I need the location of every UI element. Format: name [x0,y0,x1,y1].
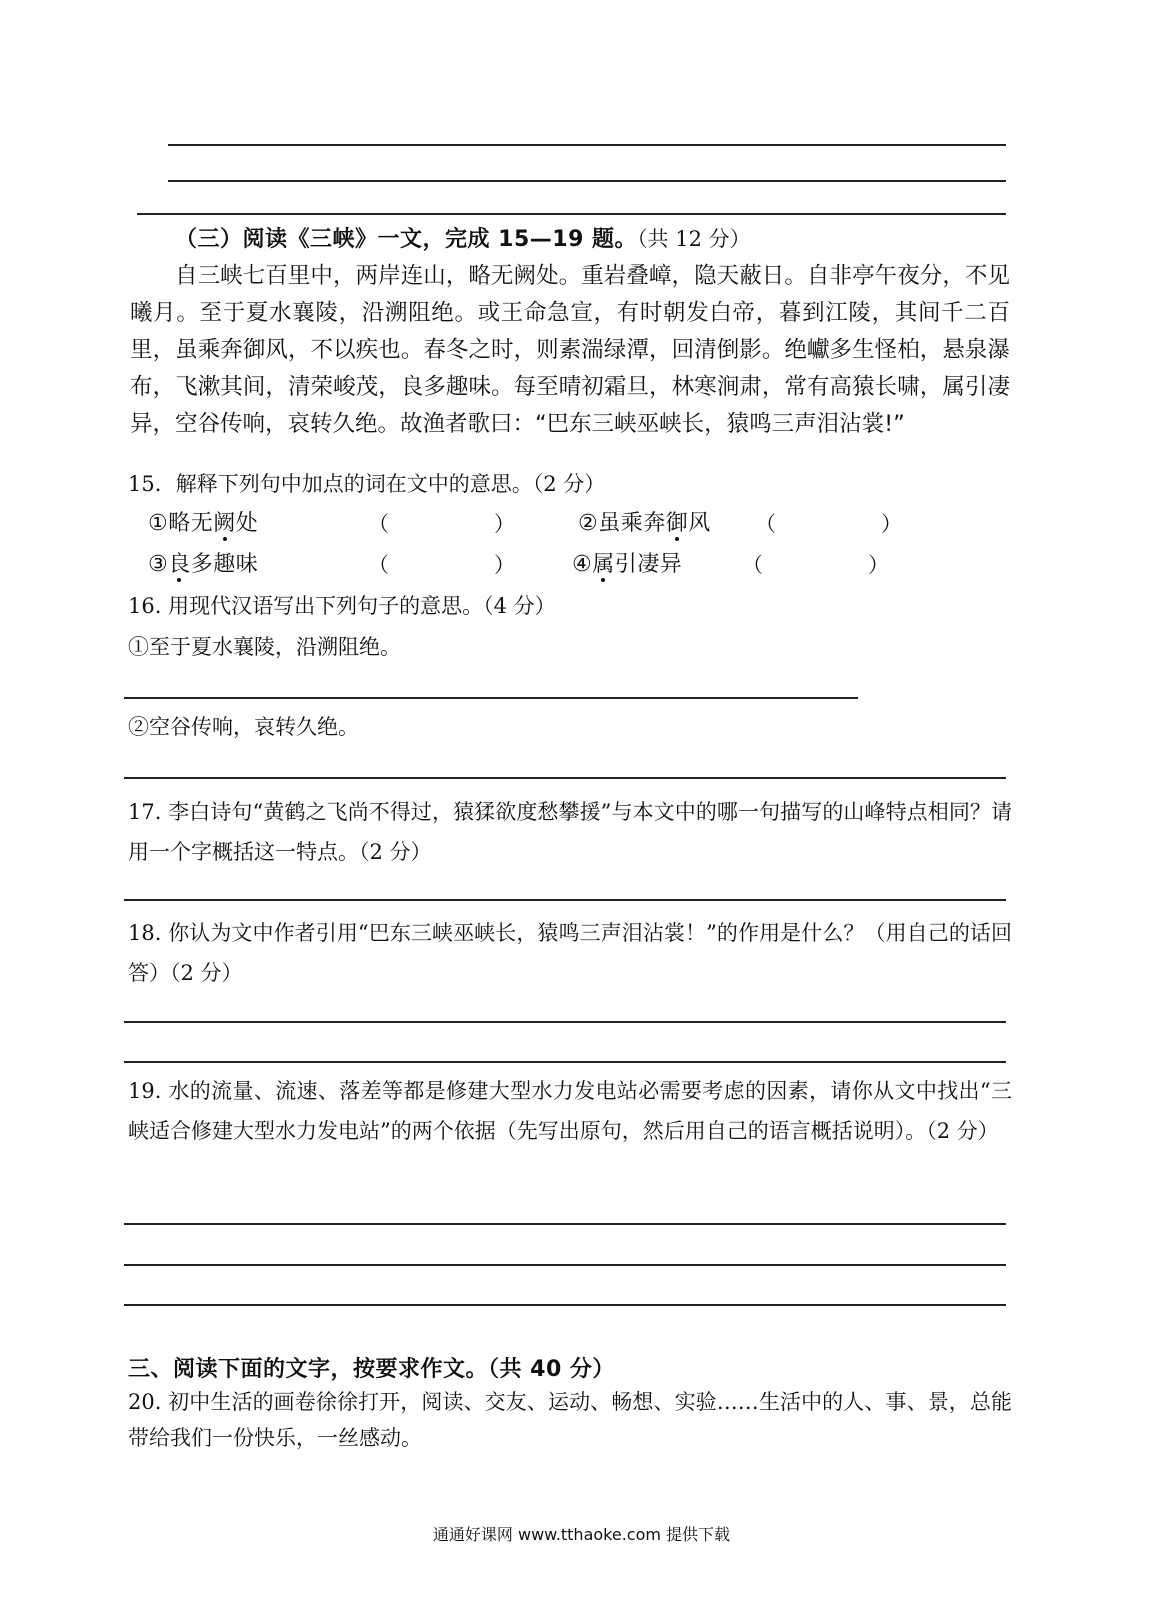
q16-stem: 16. 用现代汉语写出下列句子的意思。（4 分） [128,594,556,618]
q15-item-4: ④属引凄异 [572,552,683,577]
q19-answer-line-3[interactable] [124,1304,1006,1306]
section3-heading [175,225,751,254]
q15-blank-1[interactable]: （ ） [368,512,515,536]
q16-sentence-2: ②空谷传响，哀转久绝。 [128,715,359,739]
page-footer: 通通好课网 www.tthaoke.com 提供下载 [432,1525,731,1544]
q19-answer-line-1[interactable] [124,1223,1006,1225]
answer-line-top-1 [168,144,1006,146]
q15-blank-4[interactable]: （ ） [742,553,889,577]
dotted-char: 属 [592,552,615,577]
dotted-char: 御 [665,511,689,536]
q20-text: 20. 初中生活的画卷徐徐打开，阅读、交友、运动、畅想、实验……生活中的人、事、景，总能带给我们一份快乐，一丝感动。 [128,1390,1012,1450]
q16-answer-line-1[interactable] [124,697,858,699]
answer-line-top-2 [168,180,1006,182]
q15-item-3: ③良多趣味 [148,552,259,577]
sanxia-passage [130,258,1010,443]
dotted-char: 良 [168,552,191,577]
q19-answer-line-2[interactable] [124,1264,1006,1266]
q16-answer-line-2[interactable] [124,777,1006,779]
q16-sentence-1: ①至于夏水襄陵，沿溯阻绝。 [128,635,401,659]
answer-line-top-3 [137,213,1006,215]
q18-answer-line-2[interactable] [124,1061,1006,1063]
q15-blank-3[interactable]: （ ） [368,553,515,577]
q18-text: 18. 你认为文中作者引用“巴东三峡巫峡长，猿鸣三声泪沾裳！”的作用是什么？（用自己的话回答）（2 分） [128,921,1012,985]
q15-stem: 15．解释下列句中加点的词在文中的意思。（2 分） [128,472,606,496]
dotted-char: 阙 [213,511,236,536]
passage-text: 自三峡七百里中，两岸连山，略无阙处。重岩叠嶂，隐天蔽日。自非亭午夜分，不见曦月。至于夏水襄陵，沿溯阻绝。或王命急宣，有时朝发白帝，暮到江陵，其间千二百里，虽乘奔御风，不以疾也。春冬之时，则素湍绿潭，回清倒影。绝巘多生怪柏，悬泉瀑布，飞漱其间，清荣峻茂，良多趣味。每至晴初霜旦，林寒涧肃，常有高猿长啸，属引凄异，空谷传响，哀转久绝。故渔者歌曰：“巴东三峡巫峡长，猿鸣三声泪沾裳!” [130,263,1010,437]
q15-item-2: ②虽乘奔御风 [578,511,711,536]
part3-heading: 三、阅读下面的文字，按要求作文。（共 40 分） [128,1357,615,1382]
q15-item-1: ①略无阙处 [148,511,259,536]
q15-blank-2[interactable]: （ ） [755,512,902,536]
q18-answer-line-1[interactable] [124,1021,1006,1023]
section3-score: （共 12 分） [637,227,751,251]
section3-heading-text: （三）阅读《三峡》一文，完成 15—19 题。 [175,227,638,252]
q19-text: 19. 水的流量、流速、落差等都是修建大型水力发电站必需要考虑的因素，请你从文中找出“三峡适合修建大型水力发电站”的两个依据（先写出原句，然后用自己的语言概括说明）。（2 分） [128,1079,1012,1143]
q17-answer-line[interactable] [124,899,1006,901]
q17-text: 17. 李白诗句“黄鹤之飞尚不得过，猿猱欲度愁攀援”与本文中的哪一句描写的山峰特点相同？请用一个字概括这一特点。（2 分） [128,800,1012,864]
